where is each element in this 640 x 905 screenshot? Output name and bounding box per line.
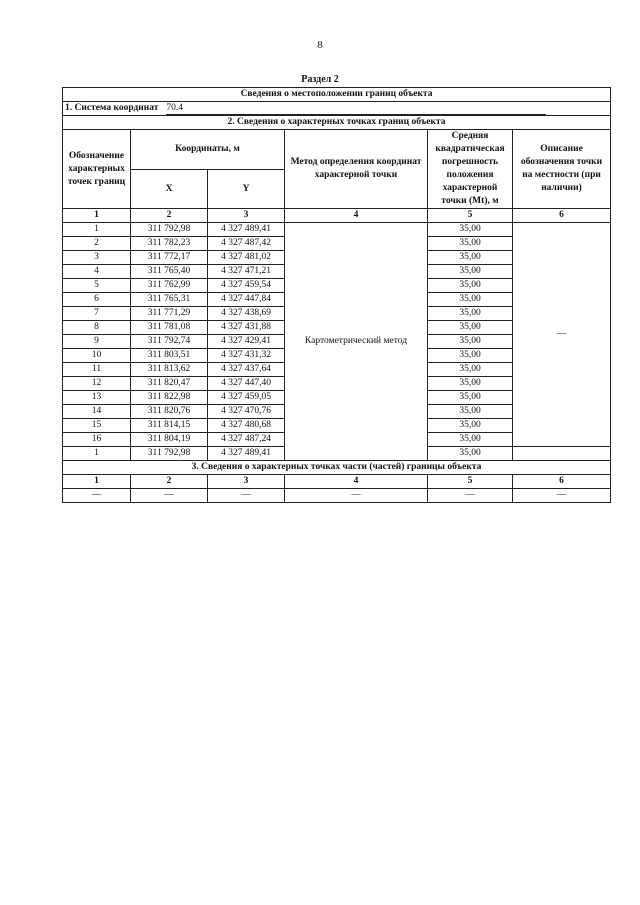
column-numbers-row: [63, 209, 611, 223]
page-number: 8: [317, 39, 323, 51]
point-mt: 35,00: [428, 293, 513, 307]
header-designation: Обозначение характерных точек границ: [63, 130, 131, 209]
point-y: 4 327 447,40: [208, 377, 285, 391]
column-number: 3: [208, 209, 285, 223]
description-cell: —: [513, 223, 611, 447]
point-mt: 35,00: [428, 223, 513, 237]
empty-cell: —: [63, 489, 131, 503]
column-number: 2: [131, 475, 208, 489]
column-number: 5: [428, 475, 513, 489]
column-number: 6: [513, 475, 611, 489]
point-mt: 35,00: [428, 307, 513, 321]
point-y: 4 327 487,42: [208, 237, 285, 251]
point-row: [63, 223, 611, 237]
boundary-table: [62, 87, 611, 503]
point-id: 10: [63, 349, 131, 363]
point-id: 2: [63, 237, 131, 251]
point-mt: 35,00: [428, 405, 513, 419]
point-y: 4 327 471,21: [208, 265, 285, 279]
empty-cell: —: [428, 489, 513, 503]
empty-cell: —: [208, 489, 285, 503]
point-id: 13: [63, 391, 131, 405]
point-mt: 35,00: [428, 419, 513, 433]
point-y: 4 327 459,54: [208, 279, 285, 293]
column-number: 4: [285, 209, 428, 223]
empty-cell: [513, 447, 611, 461]
point-x: 311 792,74: [131, 335, 208, 349]
point-id: 4: [63, 265, 131, 279]
point-mt: 35,00: [428, 363, 513, 377]
column-number: 1: [63, 475, 131, 489]
header-description: Описание обозначения точки на местности (при наличии): [513, 130, 611, 209]
point-mt: 35,00: [428, 279, 513, 293]
point-y: 4 327 487,24: [208, 433, 285, 447]
column-number: 5: [428, 209, 513, 223]
point-y: 4 327 429,41: [208, 335, 285, 349]
point-mt: 35,00: [428, 349, 513, 363]
point-mt: 35,00: [428, 391, 513, 405]
header-x: X: [131, 170, 208, 209]
point-id: 9: [63, 335, 131, 349]
point-y: 4 327 470,76: [208, 405, 285, 419]
point-id: 16: [63, 433, 131, 447]
point-y: 4 327 480,68: [208, 419, 285, 433]
point-x: 311 814,15: [131, 419, 208, 433]
point-mt: 35,00: [428, 377, 513, 391]
point-id: 6: [63, 293, 131, 307]
point-x: 311 820,47: [131, 377, 208, 391]
empty-cell: —: [131, 489, 208, 503]
section-title: Раздел 2: [301, 74, 339, 85]
point-y: 4 327 481,02: [208, 251, 285, 265]
part3-title: 3. Сведения о характерных точках части (частей) границы объекта: [63, 461, 611, 475]
column-number: 3: [208, 475, 285, 489]
point-y: 4 327 447,84: [208, 293, 285, 307]
point-id: 11: [63, 363, 131, 377]
part3-empty-row: [63, 489, 611, 503]
point-id: 5: [63, 279, 131, 293]
point-id: 7: [63, 307, 131, 321]
header-y: Y: [208, 170, 285, 209]
part3-column-numbers-row: [63, 475, 611, 489]
empty-cell: —: [285, 489, 428, 503]
point-mt: 35,00: [428, 265, 513, 279]
point-x: 311 772,17: [131, 251, 208, 265]
point-x: 311 762,99: [131, 279, 208, 293]
point-y: 4 327 431,88: [208, 321, 285, 335]
point-x: 311 813,62: [131, 363, 208, 377]
point-y: 4 327 437,64: [208, 363, 285, 377]
point-id: 12: [63, 377, 131, 391]
table-title: Сведения о местоположении границ объекта: [63, 88, 611, 102]
coord-system-value: 70.4: [166, 103, 546, 115]
column-number: 4: [285, 475, 428, 489]
point-x: 311 803,51: [131, 349, 208, 363]
point-y: 4 327 459,05: [208, 391, 285, 405]
point-mt: 35,00: [428, 237, 513, 251]
point-y: 4 327 489,41: [208, 223, 285, 237]
point-id: 8: [63, 321, 131, 335]
method-cell: Картометрический метод: [285, 223, 428, 461]
point-mt: 35,00: [428, 251, 513, 265]
coord-system-label: 1. Система координат: [65, 103, 159, 113]
column-number: 2: [131, 209, 208, 223]
point-x: 311 781,08: [131, 321, 208, 335]
point-y: 4 327 431,32: [208, 349, 285, 363]
point-id: 1: [63, 447, 131, 461]
part2-title: 2. Сведения о характерных точках границ объекта: [63, 116, 611, 130]
point-y: 4 327 489,41: [208, 447, 285, 461]
point-x: 311 765,40: [131, 265, 208, 279]
point-y: 4 327 438,69: [208, 307, 285, 321]
point-id: 1: [63, 223, 131, 237]
point-x: 311 782,23: [131, 237, 208, 251]
header-error: Средняя квадратическая погрешность положения характерной точки (Mt), м: [428, 130, 513, 209]
point-mt: 35,00: [428, 335, 513, 349]
point-id: 3: [63, 251, 131, 265]
point-id: 14: [63, 405, 131, 419]
point-mt: 35,00: [428, 447, 513, 461]
point-x: 311 804,19: [131, 433, 208, 447]
point-x: 311 771,29: [131, 307, 208, 321]
point-mt: 35,00: [428, 321, 513, 335]
point-x: 311 765,31: [131, 293, 208, 307]
column-number: 6: [513, 209, 611, 223]
point-x: 311 820,76: [131, 405, 208, 419]
column-number: 1: [63, 209, 131, 223]
point-mt: 35,00: [428, 433, 513, 447]
coord-system-row: [63, 102, 611, 116]
point-id: 15: [63, 419, 131, 433]
point-x: 311 822,98: [131, 391, 208, 405]
header-method: Метод определения координат характерной точки: [285, 130, 428, 209]
point-x: 311 792,98: [131, 223, 208, 237]
point-x: 311 792,98: [131, 447, 208, 461]
empty-cell: —: [513, 489, 611, 503]
header-coordinates: Координаты, м: [131, 130, 285, 170]
